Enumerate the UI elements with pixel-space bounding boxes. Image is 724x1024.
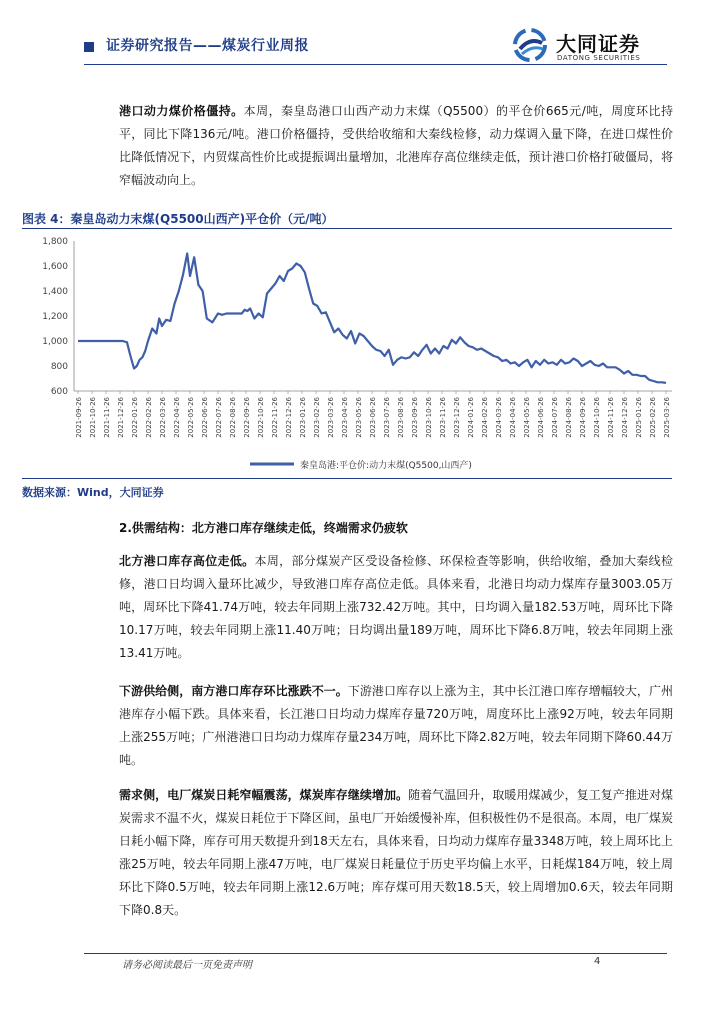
y-tick-label: 600 [50, 387, 68, 397]
x-tick-label: 2024-02-26 [481, 397, 489, 438]
paragraph-lead: 需求侧，电厂煤炭日耗窄幅震荡，煤炭库存继续增加。 [119, 788, 409, 802]
x-tick-label: 2023-11-26 [439, 397, 447, 438]
x-tick-label: 2023-02-26 [313, 397, 321, 438]
header-square-icon [84, 42, 94, 52]
figure-title: 图表 4：秦皇岛动力末煤(Q5500山西产)平仓价（元/吨） [22, 212, 334, 226]
x-tick-label: 2024-01-26 [467, 397, 475, 438]
header-divider [84, 64, 667, 65]
x-tick-label: 2023-01-26 [299, 397, 307, 438]
x-tick-label: 2022-05-26 [187, 397, 195, 438]
logo-text-en: DATONG SECURITIES [557, 54, 641, 62]
footer-divider [84, 953, 667, 954]
y-tick-label: 1,400 [42, 287, 68, 297]
x-tick-label: 2022-04-26 [173, 397, 181, 438]
x-tick-label: 2024-08-26 [565, 397, 573, 438]
price-line-chart [22, 231, 672, 476]
report-header-title: 证券研究报告——煤炭行业周报 [106, 38, 309, 54]
paragraph-port-price [119, 100, 673, 192]
x-tick-label: 2022-11-26 [271, 397, 279, 438]
logo-text-cn: 大同证券 [556, 32, 640, 56]
legend-label: 秦皇岛港:平仓价:动力末煤(Q5500,山西产) [300, 461, 472, 471]
figure-top-divider [22, 228, 672, 229]
x-tick-label: 2023-07-26 [383, 397, 391, 438]
x-tick-label: 2022-01-26 [131, 397, 139, 438]
paragraph-body: 本周，部分煤炭产区受设备检修、环保检查等影响，供给收缩，叠加大秦线检修，港口日均调入量环比减少，导致港口库存高位走低。具体来看，北港日均动力煤库存量3003.05万吨，周环比下降41.74万吨，较去年同期上涨732.42万吨。其中，日均调入量182.53万吨，周环比下降10.17万吨，较去年同期上涨11.40万吨；日均调出量189万吨，周环比下降6.8万吨，较去年同期上涨13.41万吨。 [119, 554, 673, 660]
y-tick-labels [42, 237, 68, 397]
x-tick-label: 2024-03-26 [495, 397, 503, 438]
x-tick-label: 2024-12-26 [621, 397, 629, 438]
x-tick-label: 2022-10-26 [257, 397, 265, 438]
x-tick-label: 2024-10-26 [593, 397, 601, 438]
x-tick-label: 2025-03-26 [663, 397, 671, 438]
x-tick-label: 2022-12-26 [285, 397, 293, 438]
y-tick-label: 1,800 [42, 237, 68, 247]
chart-canvas [22, 231, 672, 476]
x-tick-label: 2023-12-26 [453, 397, 461, 438]
x-tick-label: 2023-08-26 [397, 397, 405, 438]
x-tick-label: 2023-04-26 [341, 397, 349, 438]
paragraph-south-port [119, 680, 673, 772]
x-tick-label: 2023-06-26 [369, 397, 377, 438]
x-tick-label: 2022-03-26 [159, 397, 167, 438]
x-tick-label: 2024-09-26 [579, 397, 587, 438]
section-title: 2.供需结构：北方港口库存继续走低，终端需求仍疲软 [119, 521, 408, 535]
paragraph-demand-side [119, 784, 673, 922]
x-tick-label: 2025-02-26 [649, 397, 657, 438]
x-tick-label: 2022-09-26 [243, 397, 251, 438]
x-tick-label: 2022-02-26 [145, 397, 153, 438]
x-tick-label: 2024-11-26 [607, 397, 615, 438]
x-tick-label: 2022-06-26 [201, 397, 209, 438]
x-tick-label: 2024-06-26 [537, 397, 545, 438]
x-tick-label: 2024-07-26 [551, 397, 559, 438]
datong-logo-icon [512, 27, 552, 63]
x-tick-label: 2022-07-26 [215, 397, 223, 438]
x-tick-label: 2024-04-26 [509, 397, 517, 438]
paragraph-body: 随着气温回升，取暖用煤减少，复工复产推进对煤炭需求不温不火，煤炭日耗位于下降区间，虽电厂开始缓慢补库，但积极性仍不是很高。本周，电厂煤炭日耗小幅下降，库存可用天数提升到18天左右，具体来看，日均动力煤库存量3348万吨，较上周环比上涨25万吨，较去年同期上涨47万吨，电厂煤炭日耗量位于历史平均偏上水平，日耗煤184万吨，较上周环比下降0.5万吨，较去年同期上涨12.6万吨；库存煤可用天数18.5天，较上周增加0.6天，较去年同期下降0.8天。 [119, 788, 673, 917]
x-tick-label: 2023-10-26 [425, 397, 433, 438]
paragraph-body: 下游港口库存以上涨为主，其中长江港口库存增幅较大，广州港库存小幅下跌。具体来看，长江港口日均动力煤库存量720万吨，周度环比上涨92万吨，较去年同期上涨255万吨；广州港港口日均动力煤库存量234万吨，周环比下降2.82万吨，较去年同期下降60.44万吨。 [119, 684, 673, 767]
x-tick-label: 2024-05-26 [523, 397, 531, 438]
x-tick-label: 2021-10-26 [89, 397, 97, 438]
paragraph-north-port [119, 550, 673, 665]
paragraph-body: 本周，秦皇岛港口山西产动力末煤（Q5500）的平仓价665元/吨，周度环比持平，同比下降136元/吨。港口价格僵持，受供给收缩和大秦线检修，动力煤调入量下降，在进口煤性价比降低情况下，内贸煤高性价比或提振调出量增加，北港库存高位继续走低，预计港口价格打破僵局，将窄幅波动向上。 [119, 104, 673, 187]
paragraph-lead: 下游供给侧，南方港口库存环比涨跌不一。 [119, 684, 348, 698]
disclaimer-note: 请务必阅读最后一页免责声明 [122, 960, 252, 971]
y-tick-label: 1,600 [42, 262, 68, 272]
y-tick-label: 1,200 [42, 312, 68, 322]
page-number: 4 [594, 956, 601, 967]
figure-source: 数据来源：Wind，大同证券 [22, 486, 164, 499]
x-tick-label: 2023-09-26 [411, 397, 419, 438]
x-tick-label: 2021-09-26 [75, 397, 83, 438]
company-logo [512, 27, 672, 65]
y-tick-label: 800 [50, 362, 68, 372]
x-tick-label: 2022-08-26 [229, 397, 237, 438]
paragraph-lead: 港口动力煤价格僵持。 [119, 104, 244, 118]
x-tick-label: 2023-03-26 [327, 397, 335, 438]
x-tick-label: 2025-01-26 [635, 397, 643, 438]
series-line [78, 254, 666, 383]
y-tick-label: 1,000 [42, 337, 68, 347]
x-tick-labels [75, 391, 671, 438]
paragraph-lead: 北方港口库存高位走低。 [119, 554, 255, 568]
x-tick-label: 2021-12-26 [117, 397, 125, 438]
x-tick-label: 2023-05-26 [355, 397, 363, 438]
x-tick-label: 2021-11-26 [103, 397, 111, 438]
figure-bottom-divider [22, 478, 672, 479]
